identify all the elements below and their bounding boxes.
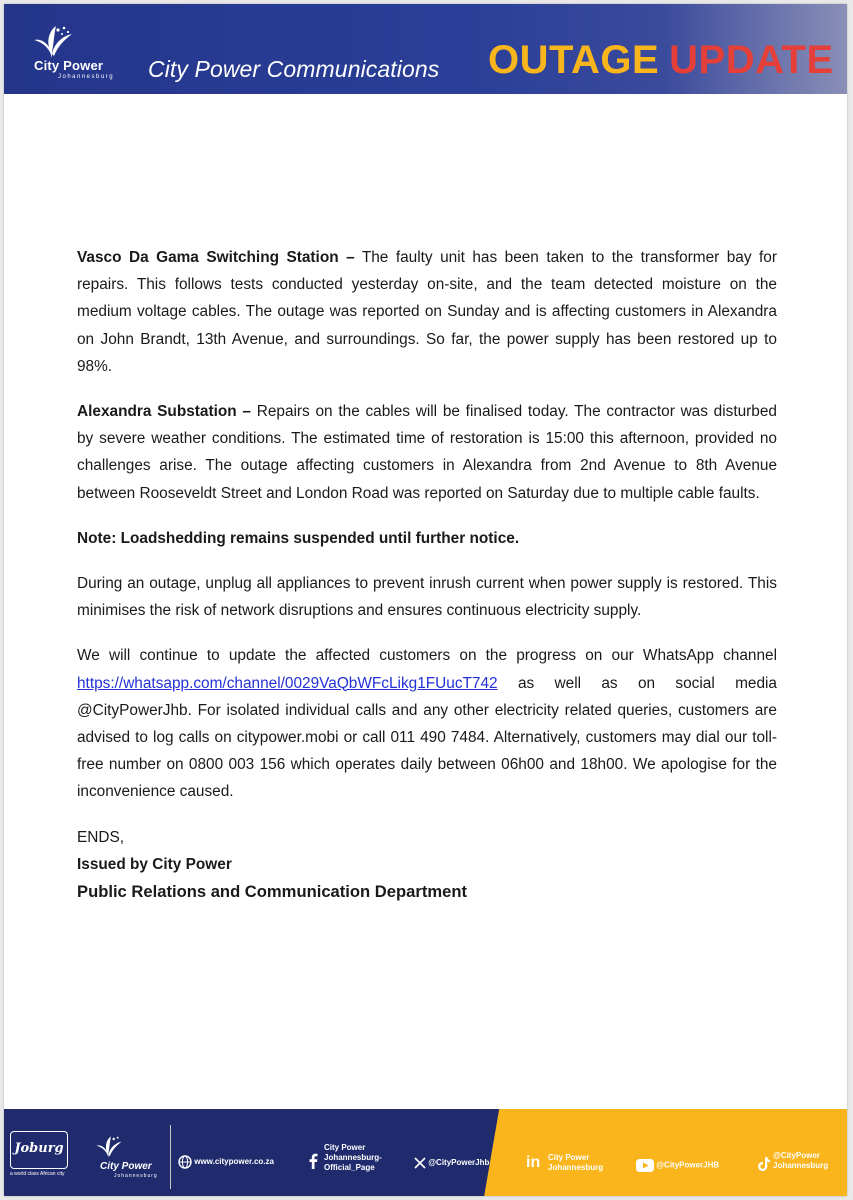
loadshedding-note: Note: Loadshedding remains suspended until further notice. xyxy=(77,529,520,547)
tiktok-icon xyxy=(758,1157,770,1171)
flower-logo-icon xyxy=(28,24,78,60)
footer-x[interactable] xyxy=(414,1157,489,1169)
facebook-icon xyxy=(308,1153,318,1169)
logo-name: City Power xyxy=(34,58,104,73)
footer-tiktok[interactable] xyxy=(758,1151,838,1171)
issued-by: Issued by City Power xyxy=(77,855,232,873)
footer-flower-logo-icon xyxy=(92,1135,126,1159)
vasco-heading: Vasco Da Gama Switching Station – xyxy=(77,249,355,266)
outage-update-title xyxy=(488,38,834,83)
update-word: UPDATE xyxy=(669,38,834,82)
joburg-tagline: a world class African city xyxy=(10,1171,65,1177)
communications-title: City Power Communications xyxy=(148,56,440,82)
linkedin-icon: in xyxy=(526,1154,541,1171)
vasco-text: The faulty unit has been taken to the transformer bay for repairs. This follows tests conducted yesterday on-site, and the team detected moisture on the medium voltage cables. The outage was reported on Sunday and is affecting customers in Alexandra on John Brandt, 13th Avenue, and surroundings. So far, the power supply has been restored up to 98%. xyxy=(77,249,777,375)
alexandra-paragraph xyxy=(77,398,777,507)
footer-divider xyxy=(170,1125,171,1189)
document-page xyxy=(4,4,847,1196)
footer-tiktok-text: @CityPower Johannesburg xyxy=(773,1151,829,1170)
footer-website-text: www.citypower.co.za xyxy=(194,1157,274,1167)
footer-facebook-text: City Power Johannesburg-Official_Page xyxy=(324,1143,382,1172)
ends-label: ENDS, xyxy=(77,828,125,846)
footer-linkedin[interactable] xyxy=(526,1153,616,1173)
alexandra-text: Repairs on the cables will be finalised today. The contractor was disturbed by severe weather conditions. The estimated time of restoration is 15:00 this afternoon, provided no challenges arise. The outage affecting customers in Alexandra from 2nd Avenue to 8th Avenue between Rooseveldt Street and London Road was reported on Saturday due to multiple cable faults. xyxy=(77,403,777,502)
whatsapp-channel-link[interactable]: https://whatsapp.com/channel/0029VaQbWFcLikg1FUucT742 xyxy=(77,674,498,692)
alexandra-heading: Alexandra Substation – xyxy=(77,403,251,421)
youtube-icon xyxy=(636,1159,654,1172)
department-name: Public Relations and Communication Department xyxy=(77,882,468,902)
joburg-logo: Joburg xyxy=(10,1131,68,1169)
footer-banner xyxy=(4,1109,847,1196)
update-paragraph xyxy=(77,642,777,805)
header-banner xyxy=(4,4,847,94)
footer-youtube-text: @CityPowerJHB xyxy=(656,1160,720,1170)
logo-subtitle: Johannesburg xyxy=(58,74,115,80)
globe-icon xyxy=(178,1155,192,1169)
update-rest: as well as on social media @CityPowerJhb. For isolated individual calls and any other electricity related queries, customers are advised to log calls on citypower.mobi or call 011 490 7484. Alternatively, customers may dial our toll-free number on 0800 003 156 which operates daily between 06h00 and 18h00. We apologise for the inconvenience caused. xyxy=(77,674,777,801)
x-logo-icon xyxy=(414,1157,426,1169)
footer-facebook[interactable] xyxy=(308,1143,396,1173)
footer-linkedin-text: City Power Johannesburg xyxy=(548,1153,604,1172)
update-intro: We will continue to update the affected customers on the progress on our WhatsApp channel xyxy=(77,647,777,665)
advice-paragraph: During an outage, unplug all appliances to prevent inrush current when power supply is restored. This minimises the risk of network disruptions and ensures continuous electricity supply. xyxy=(77,575,777,620)
press-release-body xyxy=(77,244,777,905)
footer-x-text: @CityPowerJhb xyxy=(428,1158,490,1168)
vasco-paragraph xyxy=(77,244,777,380)
footer-website[interactable] xyxy=(178,1155,274,1169)
footer-logo-subtitle: Johannesburg xyxy=(114,1173,158,1179)
city-power-logo xyxy=(18,24,118,86)
footer-logo-name: City Power xyxy=(100,1161,152,1172)
outage-word: OUTAGE xyxy=(488,38,660,82)
footer-youtube[interactable] xyxy=(636,1159,719,1172)
